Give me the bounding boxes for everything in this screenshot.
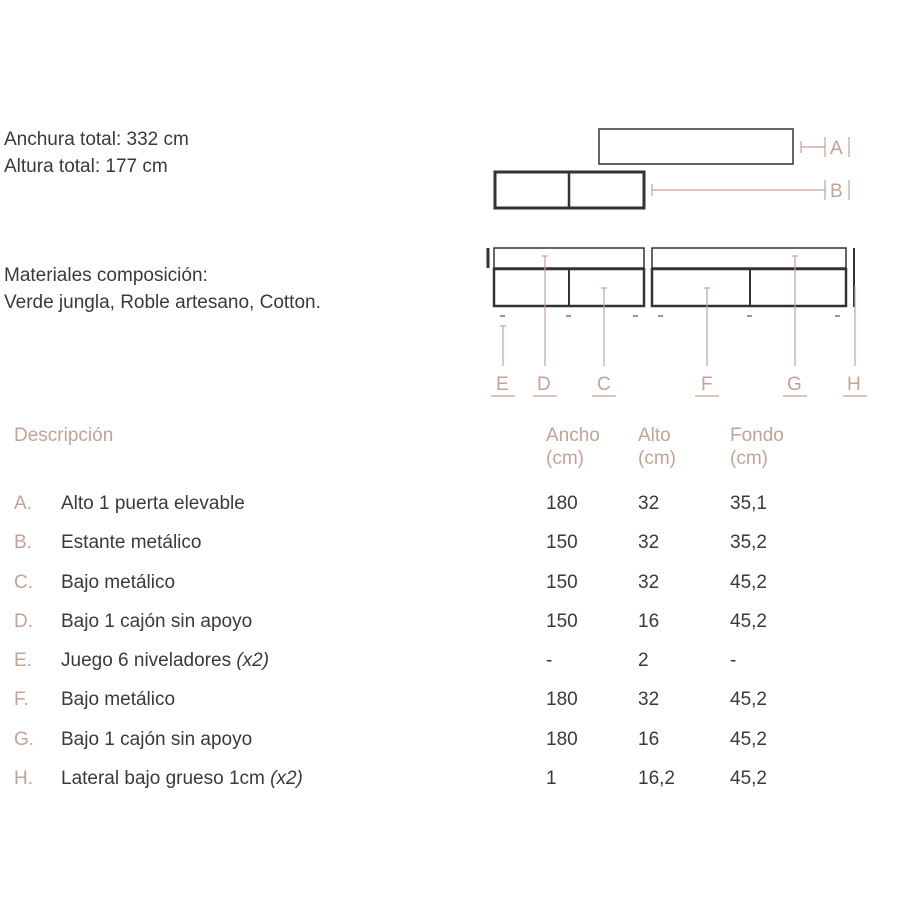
- row-letter: B.: [14, 532, 32, 554]
- materials-block: [4, 262, 334, 316]
- row-description: [61, 484, 245, 523]
- row-depth: -: [730, 650, 737, 672]
- row-depth: 45,2: [730, 768, 767, 790]
- row-quantity-note: (x2): [236, 650, 270, 672]
- row-width: 150: [546, 610, 578, 632]
- row-description-text: Bajo 1 cajón sin apoyo: [61, 728, 253, 750]
- row-height: 32: [638, 689, 660, 711]
- row-height: 16: [638, 610, 660, 632]
- row-width: 180: [546, 493, 578, 514]
- row-depth: 45,2: [730, 728, 767, 750]
- row-letter: F.: [14, 689, 29, 711]
- row-description-text: Juego 6 niveladores: [61, 650, 237, 672]
- row-width: 180: [546, 728, 578, 750]
- materials-value: Verde jungla, Roble artesano, Cotton.: [4, 292, 321, 313]
- table-row: [14, 759, 874, 798]
- row-description-text: Bajo metálico: [61, 571, 176, 593]
- dimensions-summary: [4, 126, 189, 180]
- row-height: 16,2: [638, 768, 675, 790]
- row-height: 32: [638, 493, 660, 514]
- table-row: [14, 563, 874, 602]
- materials-label: Materiales composición:: [4, 265, 208, 286]
- diagram-letter-e: E: [496, 374, 509, 395]
- parts-table: [14, 424, 874, 798]
- total-width: Anchura total: 332 cm: [4, 129, 189, 150]
- row-description: [61, 523, 201, 562]
- row-description: [61, 563, 175, 602]
- furniture-diagram: [480, 120, 880, 405]
- diagram-letter-c: C: [597, 374, 611, 395]
- row-letter: C.: [14, 571, 33, 593]
- table-row: [14, 602, 874, 641]
- lower-right-drawer: [652, 248, 846, 268]
- row-letter: G.: [14, 728, 35, 750]
- row-width: 180: [546, 689, 578, 711]
- row-depth: 45,2: [730, 571, 767, 593]
- row-width: -: [546, 650, 553, 672]
- row-depth: 45,2: [730, 689, 767, 711]
- row-letter: D.: [14, 610, 33, 632]
- table-header: [14, 424, 874, 484]
- lower-left-drawer: [494, 248, 644, 268]
- row-description-text: Lateral bajo grueso 1cm: [61, 768, 271, 790]
- row-description-text: Alto 1 puerta elevable: [61, 493, 245, 514]
- table-row: [14, 484, 874, 523]
- row-description: [61, 720, 252, 759]
- row-description-text: Estante metálico: [61, 532, 202, 554]
- row-description: [61, 759, 303, 798]
- row-description: [61, 680, 175, 719]
- table-row: [14, 523, 874, 562]
- row-letter: E.: [14, 650, 32, 672]
- header-depth: Fondo (cm): [730, 425, 784, 469]
- diagram-letter-g: G: [787, 374, 802, 395]
- table-row: [14, 641, 874, 680]
- row-letter: H.: [14, 768, 33, 790]
- row-height: 16: [638, 728, 660, 750]
- row-quantity-note: (x2): [270, 768, 303, 790]
- row-description-text: Bajo metálico: [61, 689, 176, 711]
- row-description: [61, 641, 269, 680]
- row-height: 32: [638, 532, 660, 554]
- bottom-leaders: [500, 256, 855, 366]
- row-width: 150: [546, 571, 578, 593]
- diagram-letter-h: H: [847, 374, 861, 395]
- table-row: [14, 680, 874, 719]
- row-description: [61, 602, 252, 641]
- row-depth: 35,1: [730, 493, 767, 514]
- row-width: 1: [546, 768, 557, 790]
- total-height: Altura total: 177 cm: [4, 156, 168, 177]
- header-height: Alto (cm): [638, 425, 676, 469]
- diagram-letter-d: D: [537, 374, 551, 395]
- diagram-letter-f: F: [701, 374, 713, 395]
- unit-a-shape: [599, 129, 793, 164]
- row-depth: 35,2: [730, 532, 767, 554]
- header-description: Descripción: [14, 425, 114, 446]
- table-row: [14, 720, 874, 759]
- diagram-letter-b: B: [830, 181, 843, 202]
- row-width: 150: [546, 532, 578, 554]
- header-width: Ancho (cm): [546, 425, 600, 469]
- table-body: [14, 484, 874, 798]
- row-description-text: Bajo 1 cajón sin apoyo: [61, 610, 253, 632]
- row-letter: A.: [14, 493, 32, 514]
- row-height: 2: [638, 650, 649, 672]
- row-height: 32: [638, 571, 660, 593]
- diagram-letter-a: A: [830, 138, 843, 159]
- row-depth: 45,2: [730, 610, 767, 632]
